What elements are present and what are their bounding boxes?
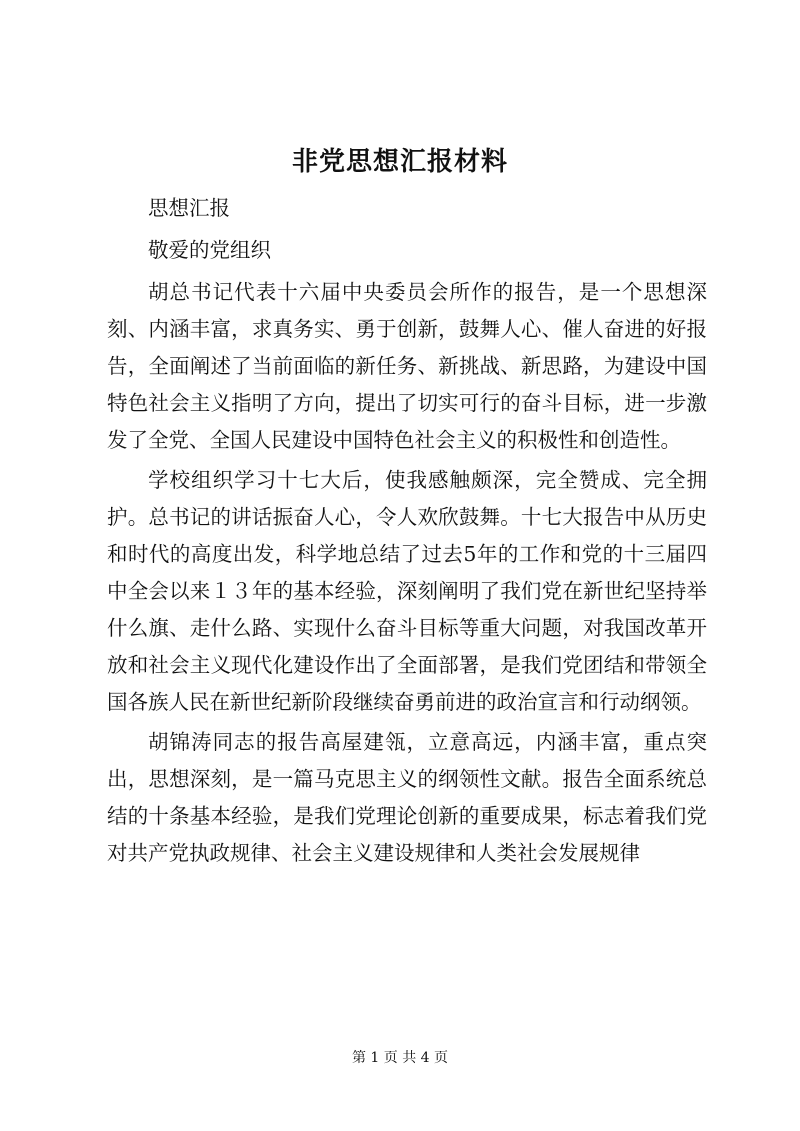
document-title: 非党思想汇报材料	[291, 147, 508, 177]
document-body	[107, 190, 707, 875]
paragraph-heading-report: 思想汇报	[148, 196, 230, 220]
paragraph-3: 胡锦涛同志的报告高屋建瓴，立意高远，内涵丰富，重点突出，思想深刻，是一篇马克思主义的纲领性文献。报告全面系统总结的十条基本经验，是我们党理论创新的重要成果，标志着我们党对共产党执政规律、社会主义建设规律和人类社会发展规律	[107, 730, 707, 865]
paragraph-2: 学校组织学习十七大后，使我感触颇深，完全赞成、完全拥护。总书记的讲话振奋人心，令人欢欣鼓舞。十七大报告中从历史和时代的高度出发，科学地总结了过去5年的工作和党的十三届四中全会以来１３年的基本经验，深刻阐明了我们党在新世纪坚持举什么旗、走什么路、实现什么奋斗目标等重大问题，对我国改革开放和社会主义现代化建设作出了全面部署，是我们党团结和带领全国各族人民在新世纪新阶段继续奋勇前进的政治宣言和行动纲领。	[107, 468, 707, 714]
paragraph-salutation: 敬爱的党组织	[148, 238, 271, 262]
page-footer: 第 1 页 共 4 页	[351, 1050, 449, 1066]
paragraph-1: 胡总书记代表十六届中央委员会所作的报告，是一个思想深刻、内涵丰富，求真务实、勇于创新，鼓舞人心、催人奋进的好报告，全面阐述了当前面临的新任务、新挑战、新思路，为建设中国特色社会主义指明了方向，提出了切实可行的奋斗目标，进一步激发了全党、全国人民建设中国特色社会主义的积极性和创造性。	[107, 280, 707, 452]
